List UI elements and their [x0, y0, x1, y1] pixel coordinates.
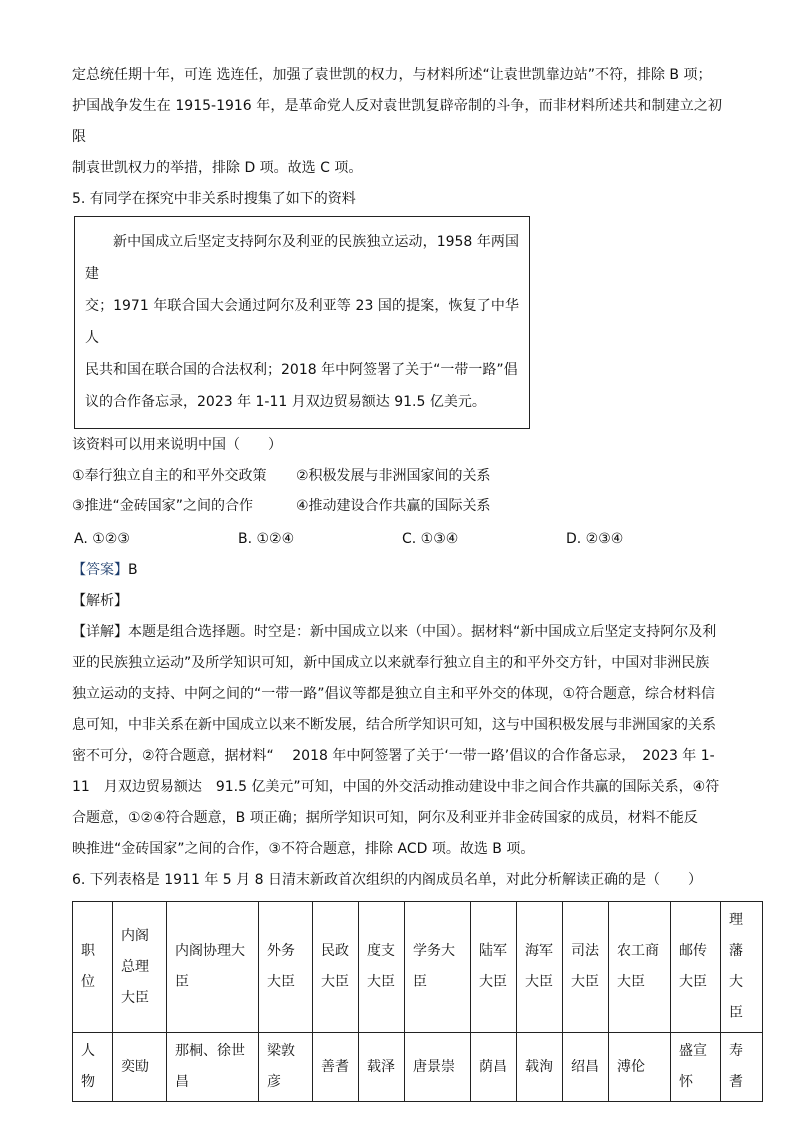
person-cell: 盛宣怀	[671, 1033, 721, 1102]
question-6-stem: 6. 下列表格是 1911 年 5 月 8 日清末新政首次组织的内阁成员名单，对此分析解读正确的是（ ）	[72, 872, 702, 888]
person-cell: 唐景崇	[405, 1033, 471, 1102]
choice-c: C. ①③④	[402, 531, 459, 547]
position-cell: 农工商大臣	[609, 902, 671, 1033]
option-row	[72, 491, 722, 521]
position-cell: 民政大臣	[313, 902, 359, 1033]
person-cell: 那桐、徐世昌	[167, 1033, 259, 1102]
person-cell: 载泽	[359, 1033, 405, 1102]
choice-a: A. ①②③	[74, 531, 130, 547]
answer-choices	[72, 523, 722, 555]
analysis-line: 息可知，中非关系在新中国成立以来不断发展，结合所学知识可知，这与中国积极发展与非洲国家的关系	[72, 717, 716, 733]
text-line: 定总统任期十年，可连 选连任，加强了袁世凯的权力，与材料所述“让袁世凯靠边站”不符，排除 B 项；	[72, 67, 712, 83]
answer-label: 【答案】	[72, 562, 128, 578]
page	[72, 60, 743, 1102]
material-line: 议的合作备忘录，2023 年 1-11 月双边贸易额达 91.5 亿美元。	[85, 394, 486, 410]
person-cell: 绍昌	[563, 1033, 609, 1102]
analysis-line: 映推进“金砖国家”之间的合作，③不符合题意，排除 ACD 项。故选 B 项。	[72, 841, 535, 857]
option-3: ③推进“金砖国家”之间的合作	[72, 498, 254, 514]
text-line: 护国战争发生在 1915-1916 年，是革命党人反对袁世凯复辟帝制的斗争，而非材料所述共和制建立之初限	[72, 98, 722, 145]
position-cell: 司法大臣	[563, 902, 609, 1033]
position-cell: 学务大臣	[405, 902, 471, 1033]
answer-line	[72, 555, 722, 586]
analysis-line: 密不可分，②符合题意，据材料“ 2018 年中阿签署了关于‘一带一路’倡议的合作备忘录， 2023 年 1-	[72, 748, 715, 764]
person-cell: 荫昌	[471, 1033, 517, 1102]
people-row	[73, 1033, 763, 1102]
person-cell: 溥伦	[609, 1033, 671, 1102]
header-cell: 人物	[73, 1033, 113, 1102]
question-prompt: 该资料可以用来说明中国（ ）	[72, 437, 282, 453]
positions-row	[73, 902, 763, 1033]
cabinet-table	[72, 901, 763, 1102]
position-cell: 邮传大臣	[671, 902, 721, 1033]
material-line: 新中国成立后坚定支持阿尔及利亚的民族独立运动，1958 年两国建	[85, 234, 519, 282]
answer-value: B	[128, 562, 138, 578]
analysis-label: 【解析】	[72, 593, 128, 609]
position-cell: 内阁总理大臣	[113, 902, 167, 1033]
text-line: 制袁世凯权力的举措，排除 D 项。故选 C 项。	[72, 160, 363, 176]
detailed-analysis	[72, 617, 722, 865]
option-2: ②积极发展与非洲国家间的关系	[296, 468, 491, 484]
person-cell: 梁敦彦	[259, 1033, 313, 1102]
position-cell: 理藩大臣	[721, 902, 763, 1033]
option-1: ①奉行独立自主的和平外交政策	[72, 468, 267, 484]
material-box	[74, 216, 530, 429]
analysis-line: 11 月双边贸易额达 91.5 亿美元”可知，中国的外交活动推动建设中非之间合作共赢的国际关系，④符	[72, 779, 720, 795]
material-line: 交；1971 年联合国大会通过阿尔及利亚等 23 国的提案，恢复了中华人	[85, 298, 519, 346]
analysis-line: 亚的民族独立运动”及所学知识可知，新中国成立以来就奉行独立自主的和平外交方针，中国对非洲民族	[72, 655, 710, 671]
analysis-line: 合题意，①②④符合题意，B 项正确；据所学知识可知，阿尔及利亚并非金砖国家的成员，材料不能反	[72, 810, 698, 826]
position-cell: 内阁协理大臣	[167, 902, 259, 1033]
position-cell: 陆军大臣	[471, 902, 517, 1033]
person-cell: 载洵	[517, 1033, 563, 1102]
previous-answer-analysis	[72, 60, 722, 184]
person-cell: 寿耆	[721, 1033, 763, 1102]
analysis-line: 独立运动的支持、中阿之间的“一带一路”倡议等都是独立自主和平外交的体现，①符合题意，综合材料信	[72, 686, 716, 702]
person-cell: 善耆	[313, 1033, 359, 1102]
analysis-line: 【详解】本题是组合选择题。时空是：新中国成立以来（中国）。据材料“新中国成立后坚定支持阿尔及利	[72, 624, 717, 640]
position-cell: 外务大臣	[259, 902, 313, 1033]
material-line: 民共和国在联合国的合法权利；2018 年中阿签署了关于“一带一路”倡	[85, 362, 518, 378]
option-row	[72, 461, 722, 491]
question-5-stem: 5. 有同学在探究中非关系时搜集了如下的资料	[72, 191, 356, 207]
position-cell: 度支大臣	[359, 902, 405, 1033]
header-cell: 职位	[73, 902, 113, 1033]
choice-d: D. ②③④	[566, 531, 624, 547]
person-cell: 奕劻	[113, 1033, 167, 1102]
choice-b: B. ①②④	[238, 531, 295, 547]
option-4: ④推动建设合作共赢的国际关系	[296, 498, 491, 514]
position-cell: 海军大臣	[517, 902, 563, 1033]
